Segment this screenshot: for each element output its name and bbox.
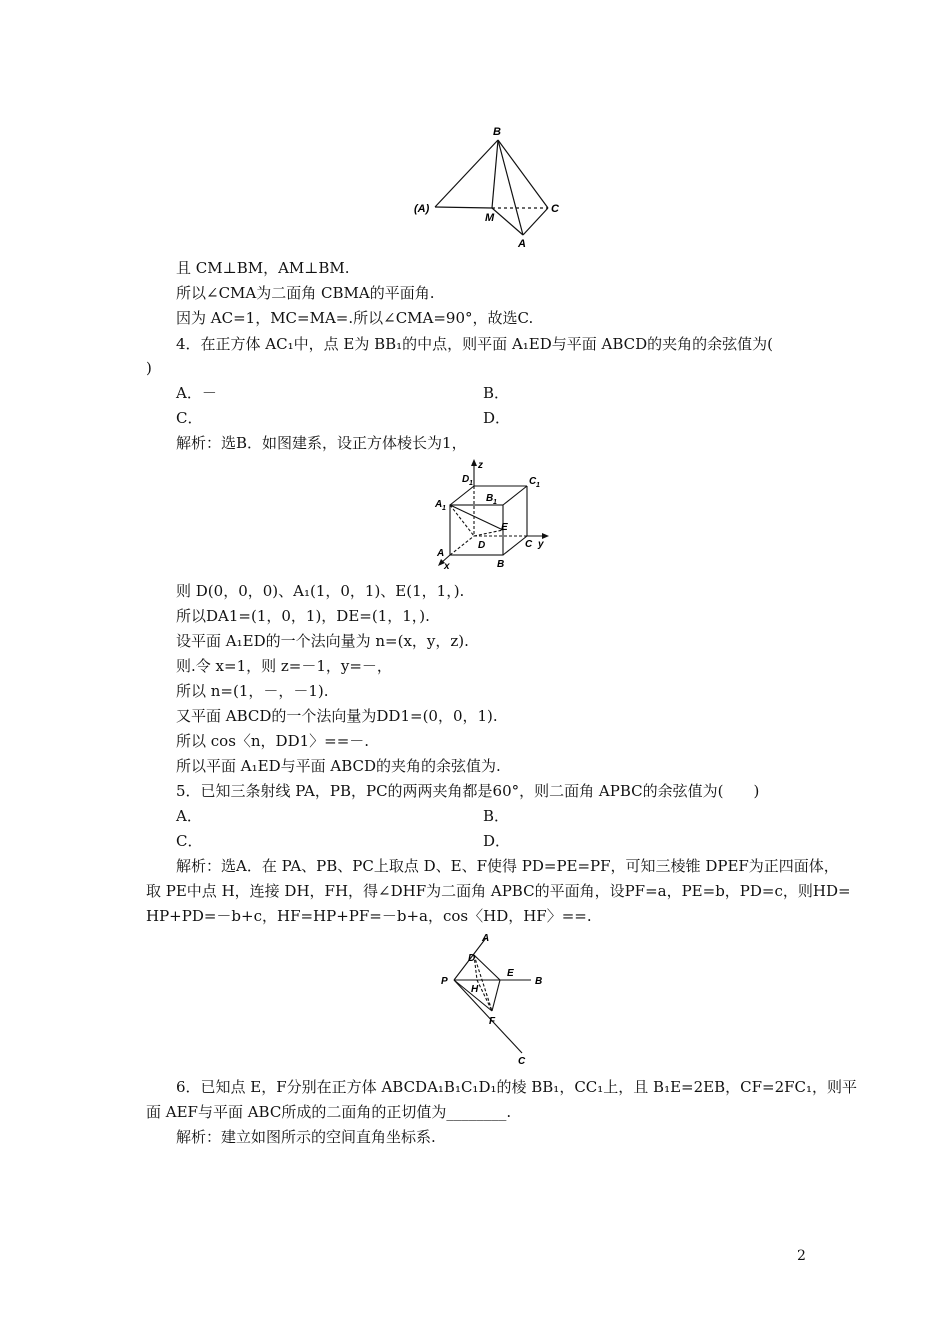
label-E: E	[501, 522, 508, 533]
option-C: C．	[176, 409, 203, 427]
figure-cube-axes	[428, 456, 558, 572]
solution-line: 所以DA1=(1，0，1)，DE=(1，1，).	[176, 607, 430, 625]
label-F: F	[489, 1016, 496, 1027]
text-line: 所以∠CMA为二面角 CBMA的平面角.	[176, 284, 435, 302]
question-5: 5．已知三条射线 PA，PB，PC的两两夹角都是60°，则二面角 APBC的余弦值为( )	[176, 782, 760, 800]
solution-line: 解析：建立如图所示的空间直角坐标系.	[176, 1128, 436, 1146]
label-B: B	[497, 559, 505, 570]
label-D1-sub: 1	[469, 480, 473, 487]
label-A-paren: (A)	[414, 203, 430, 215]
label-B1-sub: 1	[493, 499, 497, 506]
label-C: C	[525, 539, 533, 550]
option-D: D．	[483, 832, 511, 850]
solution-line: 取 PE中点 H，连接 DH，FH，得∠DHF为二面角 APBC的平面角，设PF=a，PE=b，PD=c，则HD=	[146, 882, 851, 900]
label-A: A	[518, 238, 526, 250]
option-A: A．	[176, 807, 202, 825]
option-B: B．	[483, 384, 510, 402]
label-C1-sub: 1	[536, 482, 540, 489]
page-number: 2	[797, 1248, 806, 1264]
figure-three-rays	[436, 928, 556, 1068]
axis-z: z	[478, 460, 483, 471]
label-C1: C	[529, 476, 537, 487]
axis-x: x	[444, 561, 450, 572]
option-B: B．	[483, 807, 510, 825]
solution-line: 所以平面 A₁ED与平面 ABCD的夹角的余弦值为.	[176, 757, 501, 775]
option-C: C．	[176, 832, 203, 850]
label-D1: D	[462, 474, 470, 485]
text-line: 因为 AC=1，MC=MA=.所以∠CMA=90°，故选C.	[176, 309, 534, 327]
figure-tetrahedron-fold	[410, 125, 570, 250]
label-M: M	[485, 212, 495, 224]
label-C: C	[518, 1056, 526, 1067]
solution-line: 解析：选A．在 PA、PB、PC上取点 D、E、F使得 PD=PE=PF，可知三棱锥 DPEF为正四面体，	[176, 857, 839, 875]
solution-line: HP+PD=－b+c，HF=HP+PF=－b+a，cos〈HD，HF〉==.	[146, 907, 592, 925]
text-line: 且 CM⊥BM，AM⊥BM.	[176, 259, 350, 277]
option-D: D．	[483, 409, 511, 427]
label-A1-sub: 1	[442, 505, 446, 512]
label-A: A	[482, 933, 490, 944]
solution-line: 设平面 A₁ED的一个法向量为 n=(x，y，z).	[176, 632, 469, 650]
label-P: P	[441, 976, 448, 987]
label-H: H	[471, 984, 479, 995]
label-D: D	[468, 953, 476, 964]
label-C: C	[551, 203, 559, 215]
label-B: B	[493, 126, 501, 138]
question-6: 6．已知点 E，F分别在正方体 ABCDA₁B₁C₁D₁的棱 BB₁，CC₁上，且 B₁E=2EB，CF=2FC₁，则平	[176, 1078, 858, 1096]
label-D: D	[478, 540, 486, 551]
question-4: 4．在正方体 AC₁中，点 E为 BB₁的中点，则平面 A₁ED与平面 ABCD的夹角的余弦值为(	[176, 335, 774, 353]
option-A: A．－	[176, 384, 217, 402]
label-B: B	[535, 976, 543, 987]
axis-y: y	[538, 539, 544, 550]
question-4-cont: )	[146, 359, 152, 377]
label-A1: A	[435, 499, 443, 510]
solution-line: 所以 n=(1，－，－1).	[176, 682, 329, 700]
solution-line: 所以 cos〈n，DD1〉==－.	[176, 732, 370, 750]
label-B1: B	[486, 493, 494, 504]
solution-line: 解析：选B．如图建系，设正方体棱长为1，	[176, 434, 467, 452]
question-6-cont: 面 AEF与平面 ABC所成的二面角的正切值为________.	[146, 1103, 512, 1121]
solution-line: 则 D(0，0，0)、A₁(1，0，1)、E(1，1，).	[176, 582, 465, 600]
label-A: A	[437, 548, 445, 559]
label-E: E	[507, 968, 514, 979]
solution-line: 则.令 x=1，则 z=－1，y=－，	[176, 657, 392, 675]
solution-line: 又平面 ABCD的一个法向量为DD1=(0，0，1).	[176, 707, 498, 725]
